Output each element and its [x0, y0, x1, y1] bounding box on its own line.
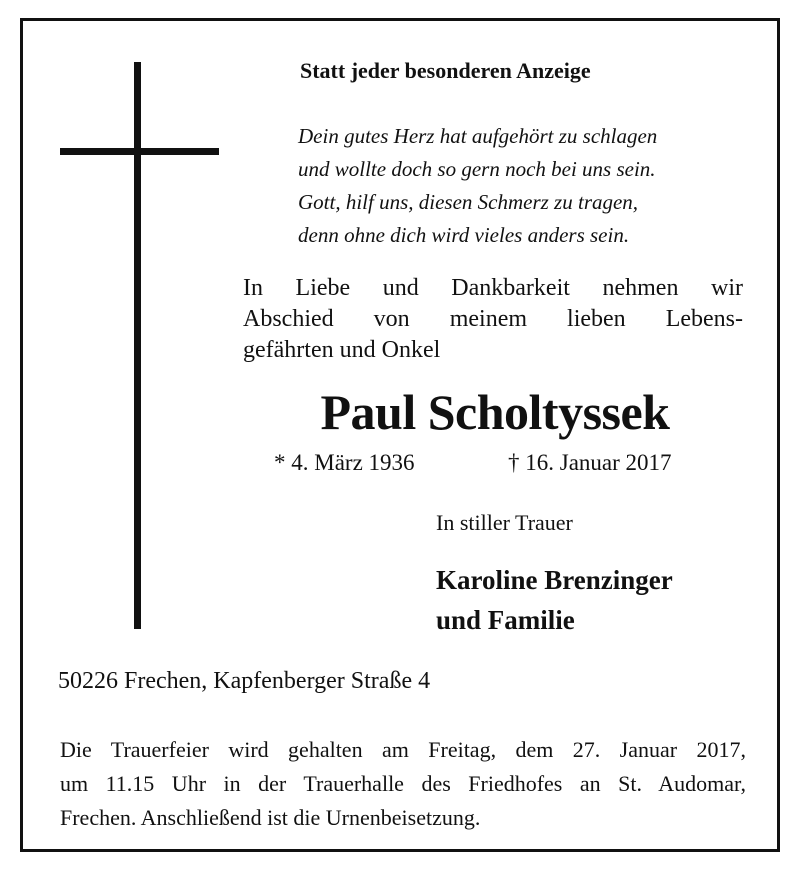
farewell-line: gefährten und Onkel: [243, 337, 441, 363]
ceremony-info: [60, 733, 746, 835]
poem-line: Dein gutes Herz hat aufgehört zu schlagen: [298, 124, 658, 148]
birth-date: * 4. März 1936: [274, 450, 415, 475]
deceased-name: Paul Scholtyssek: [320, 384, 670, 440]
farewell-line: Abschied von meinem lieben Lebens-: [243, 306, 743, 332]
mourner-line: Karoline Brenzinger: [436, 565, 673, 595]
mourning-line: In stiller Trauer: [436, 510, 573, 535]
mourner-line: und Familie: [436, 605, 575, 635]
poem-line: und wollte doch so gern noch bei uns sein.: [298, 157, 656, 181]
farewell-text: [243, 273, 743, 366]
ceremony-line: Die Trauerfeier wird gehalten am Freitag, dem 27. Januar 2017,: [60, 737, 746, 762]
farewell-line: In Liebe und Dankbarkeit nehmen wir: [243, 275, 743, 301]
poem-line: denn ohne dich wird vieles anders sein.: [298, 223, 630, 247]
address: 50226 Frechen, Kapfenberger Straße 4: [58, 668, 431, 694]
mourners: [436, 560, 673, 640]
ceremony-line: Frechen. Anschließend ist die Urnenbeisetzung.: [60, 805, 481, 830]
poem: [298, 120, 657, 252]
poem-line: Gott, hilf uns, diesen Schmerz zu tragen,: [298, 190, 639, 214]
death-date: † 16. Januar 2017: [508, 450, 672, 475]
ceremony-line: um 11.15 Uhr in der Trauerhalle des Friedhofes an St. Audomar,: [60, 771, 746, 796]
cross-icon-horizontal-bar: [60, 148, 219, 155]
notice-heading: Statt jeder besonderen Anzeige: [300, 58, 591, 83]
